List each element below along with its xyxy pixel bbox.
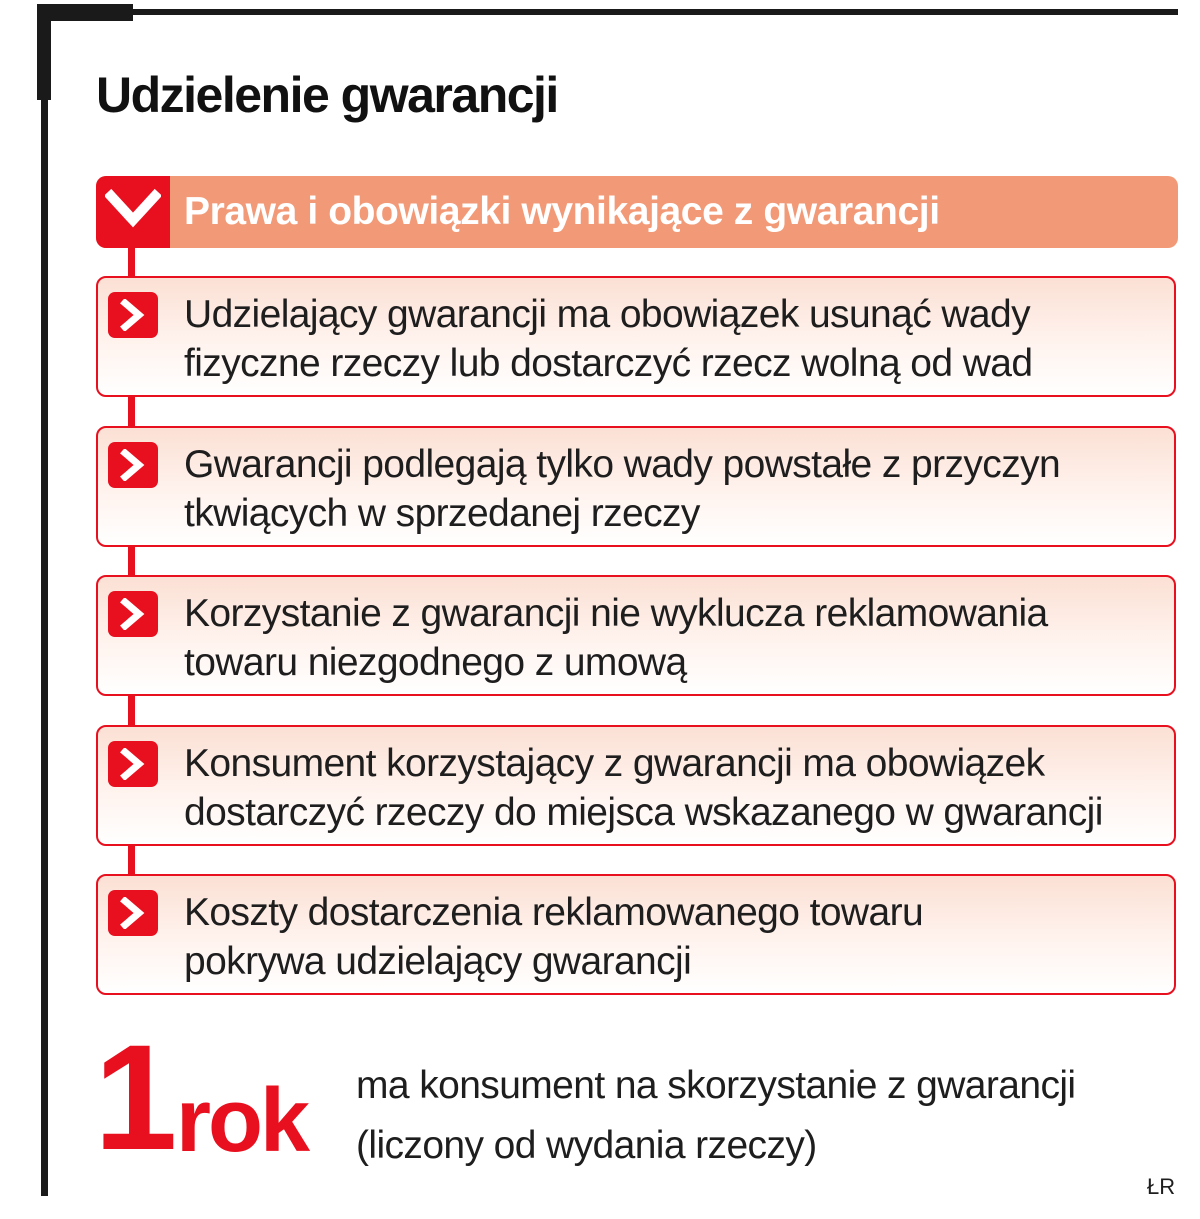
period-description-line: ma konsument na skorzystanie z gwarancji (356, 1064, 1076, 1107)
list-item (96, 426, 1176, 547)
frame-left-rule (41, 96, 48, 1196)
list-item-line: Korzystanie z gwarancji nie wyklucza reklamowania (184, 592, 1048, 635)
bullet-box (108, 741, 158, 787)
chevron-right-icon (119, 897, 147, 929)
list-item-line: Gwarancji podlegają tylko wady powstałe z przyczyn (184, 443, 1061, 486)
list-item (96, 874, 1176, 995)
chevron-right-icon (119, 748, 147, 780)
frame-corner-block (37, 4, 51, 100)
list-item-text (184, 888, 1174, 986)
list-item-text (184, 589, 1174, 687)
list-item-text (184, 739, 1174, 837)
list-item-line: Konsument korzystający z gwarancji ma obowiązek (184, 742, 1045, 785)
list-item-line: pokrywa udzielający gwarancji (184, 940, 692, 983)
frame-top-rule (37, 9, 1178, 15)
author-credit: ŁR (1147, 1174, 1176, 1199)
chevron-right-icon (119, 299, 147, 331)
list-item-line: Udzielający gwarancji ma obowiązek usunąć wady (184, 293, 1030, 336)
list-item-line: towaru niezgodnego z umową (184, 641, 687, 684)
period-description-line: (liczony od wydania rzeczy) (356, 1124, 817, 1167)
list-item-line: tkwiących w sprzedanej rzeczy (184, 492, 700, 535)
list-item-line: dostarczyć rzeczy do miejsca wskazanego w gwarancji (184, 791, 1103, 834)
list-item-text (184, 290, 1174, 388)
section-header (96, 176, 1178, 248)
chevron-right-icon (119, 449, 147, 481)
chevron-down-icon (105, 188, 161, 234)
period-unit: rok (176, 1071, 308, 1171)
period-description (356, 1056, 1176, 1176)
list-item-line: fizyczne rzeczy lub dostarczyć rzecz wolną od wad (184, 342, 1033, 385)
chevron-box (96, 176, 170, 248)
bullet-box (108, 442, 158, 488)
bullet-box (108, 591, 158, 637)
page-title: Udzielenie gwarancji (96, 67, 558, 123)
chevron-right-icon (119, 598, 147, 630)
list-item (96, 276, 1176, 397)
frame-corner-tab (37, 4, 133, 21)
list-item-line: Koszty dostarczenia reklamowanego towaru (184, 891, 924, 934)
period-number: 1 (94, 1013, 174, 1181)
list-item-text (184, 440, 1174, 538)
section-header-label: Prawa i obowiązki wynikające z gwarancji (184, 190, 940, 233)
bullet-box (108, 292, 158, 338)
list-item (96, 725, 1176, 846)
bullet-box (108, 890, 158, 936)
list-item (96, 575, 1176, 696)
